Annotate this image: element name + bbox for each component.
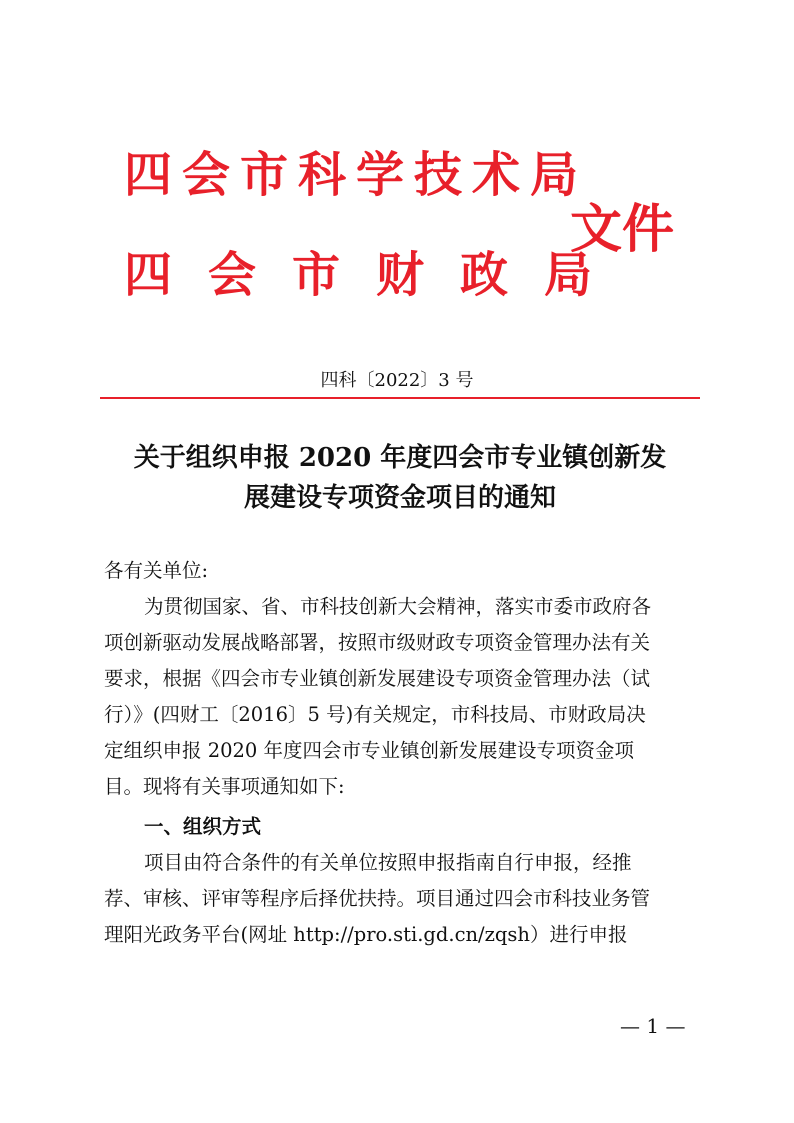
- paragraph-2-line-3: 理阳光政务平台(网址 http://pro.sti.gd.cn/zqsh）进行申报: [104, 923, 628, 946]
- page-number: — 1 —: [620, 1014, 686, 1038]
- document-body: [104, 553, 704, 953]
- document-number: 四科〔2022〕3 号: [320, 370, 474, 391]
- paragraph-1-line-5: 定组织申报 2020 年度四会市专业镇创新发展建设专项资金项: [104, 739, 635, 762]
- paragraph-1-line-4: 行）》(四财工〔2016〕5 号)有关规定，市科技局、市财政局决: [104, 703, 646, 726]
- paragraph-2-line-1: 项目由符合条件的有关单位按照申报指南自行申报，经推: [144, 851, 632, 874]
- paragraph-1-line-2: 项创新驱动发展战略部署，按照市级财政专项资金管理办法有关: [104, 631, 651, 654]
- paragraph-2-line-2: 荐、审核、评审等程序后择优扶持。项目通过四会市科技业务管: [104, 887, 651, 910]
- paragraph-1-line-6: 目。现将有关事项通知如下:: [104, 775, 345, 798]
- section-1-heading: 一、组织方式: [144, 815, 262, 838]
- paragraph-1-line-1: 为贯彻国家、省、市科技创新大会精神，落实市委市政府各: [144, 595, 652, 618]
- red-divider-line: [100, 397, 700, 399]
- issuing-agency-finance-bureau: 四会市财政局: [124, 247, 629, 303]
- issuing-agency-science-bureau: 四会市科学技术局: [124, 147, 589, 203]
- title-line-2: 展建设专项资金项目的通知: [243, 483, 556, 513]
- paragraph-1-line-3: 要求，根据《四会市专业镇创新发展建设专项资金管理办法（试: [104, 667, 651, 690]
- title-line-1: 关于组织申报 2020 年度四会市专业镇创新发: [133, 443, 667, 473]
- document-kind-label: 文件: [570, 199, 675, 260]
- salutation: 各有关单位:: [104, 559, 209, 582]
- document-title: [100, 438, 700, 518]
